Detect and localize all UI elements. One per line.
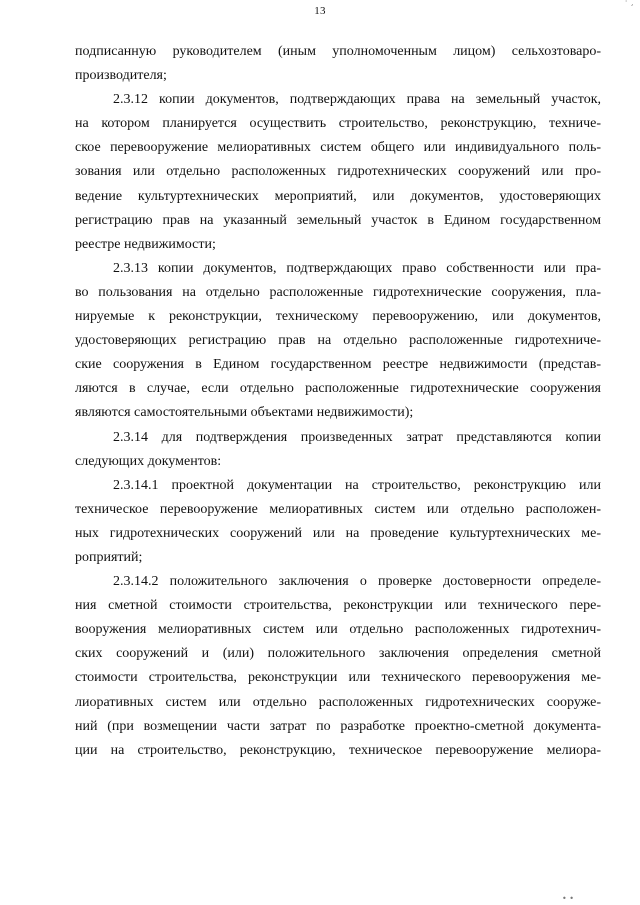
body-text bbox=[75, 40, 601, 763]
paragraph-p-2-3-14 bbox=[75, 426, 601, 474]
text-line: являются самостоятельными объектами недвижимости); bbox=[75, 405, 414, 421]
text-line: нируемые к реконструкции, техническому перевооружению, или документов, bbox=[75, 309, 601, 325]
corner-mark-top: · ¸ bbox=[624, 0, 634, 6]
text-line: производителя; bbox=[75, 68, 167, 84]
text-line: ведение культуртехнических мероприятий, или документов, удостоверяющих bbox=[75, 188, 601, 204]
text-line: во пользования на отдельно расположенные гидротехнические сооружения, пла- bbox=[75, 284, 601, 300]
text-line: 2.3.14 для подтверждения произведенных затрат представляются копии bbox=[113, 429, 601, 445]
text-line: следующих документов: bbox=[75, 453, 222, 469]
text-line: ских сооружений и (или) положительного заключения определения сметной bbox=[75, 646, 601, 662]
text-line: реестре недвижимости; bbox=[75, 236, 216, 252]
text-line: ции на строительство, реконструкцию, техническое перевооружение мелиора- bbox=[75, 742, 601, 758]
text-line: удостоверяющих регистрацию прав на отдельно расположенные гидротехниче- bbox=[75, 333, 601, 349]
paragraph-p0 bbox=[75, 40, 601, 88]
text-line: зования или отдельно расположенных гидротехнических сооружений или про- bbox=[75, 164, 601, 180]
text-line: роприятий; bbox=[75, 549, 143, 565]
paragraph-p-2-3-14-1 bbox=[75, 474, 601, 570]
text-line: ния сметной стоимости строительства, реконструкции или технического пере- bbox=[75, 598, 601, 614]
text-line: 2.3.12 копии документов, подтверждающих права на земельный участок, bbox=[113, 92, 601, 108]
page-number: 13 bbox=[314, 5, 326, 17]
paragraph-p-2-3-13 bbox=[75, 257, 601, 426]
text-line: 2.3.13 копии документов, подтверждающих право собственности или пра- bbox=[113, 260, 601, 276]
text-line: лиоративных систем или отдельно расположенных гидротехнических сооруже- bbox=[75, 694, 601, 710]
text-line: стоимости строительства, реконструкции или технического перевооружения ме- bbox=[75, 670, 601, 686]
text-line: ных гидротехнических сооружений или на проведение культуртехнических ме- bbox=[75, 525, 601, 541]
text-line: 2.3.14.2 положительного заключения о проверке достоверности определе- bbox=[113, 574, 601, 590]
text-line: регистрацию прав на указанный земельный участок в Едином государственном bbox=[75, 212, 601, 228]
text-line: на котором планируется осуществить строительство, реконструкцию, техниче- bbox=[75, 116, 601, 132]
paragraph-p-2-3-14-2 bbox=[75, 570, 601, 763]
text-line: 2.3.14.1 проектной документации на строительство, реконструкцию или bbox=[113, 477, 601, 493]
text-line: ское перевооружение мелиоративных систем общего или индивидуального поль- bbox=[75, 140, 601, 156]
text-line: ний (при возмещении части затрат по разработке проектно-сметной документа- bbox=[75, 718, 601, 734]
corner-mark-bottom: • • bbox=[562, 894, 574, 903]
text-line: вооружения мелиоративных систем или отдельно расположенных гидротехнич- bbox=[75, 622, 601, 638]
text-line: техническое перевооружение мелиоративных систем или отдельно расположен- bbox=[75, 501, 601, 517]
text-line: ские сооружения в Едином государственном реестре недвижимости (представ- bbox=[75, 357, 601, 373]
paragraph-p-2-3-12 bbox=[75, 88, 601, 257]
text-line: подписанную руководителем (иным уполномоченным лицом) сельхозтоваро- bbox=[75, 44, 601, 59]
text-line: ляются в случае, если отдельно расположенные гидротехнические сооружения bbox=[75, 381, 601, 397]
